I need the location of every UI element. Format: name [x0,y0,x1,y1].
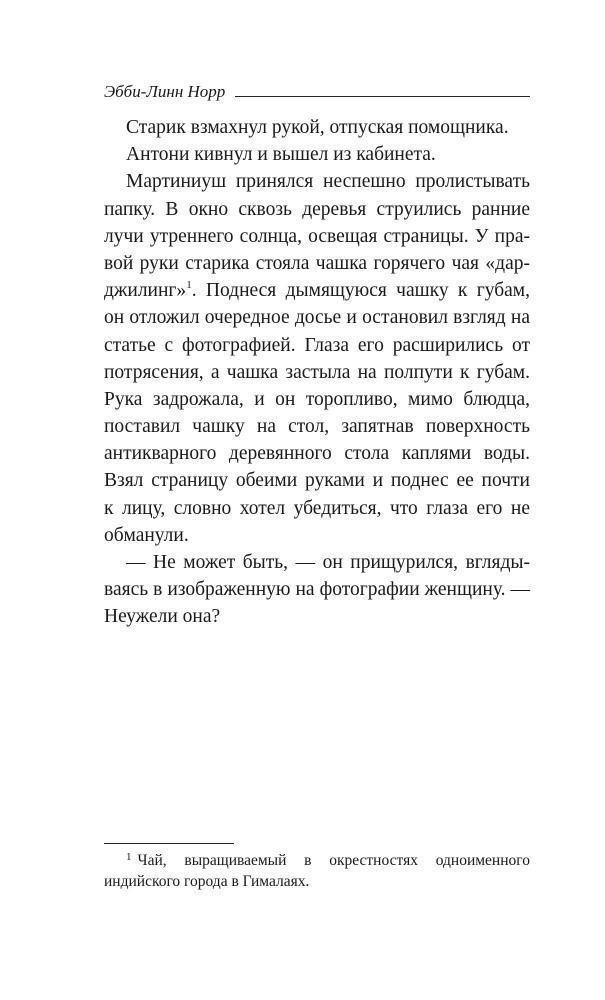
footnote-number: 1 [126,851,132,863]
paragraph-line: потрясения, а чашка застыла на полпути к губам. [104,361,530,383]
footnote-reference: 1 [186,279,192,292]
paragraph-line: статье с фотографией. Глаза его расширились от [104,334,530,356]
paragraph-line [104,277,530,304]
paragraph-line: Старик взмахнул рукой, отпуская помощника. [126,117,509,138]
paragraph-line: Рука задрожала, и он торопливо, мимо блюдца, [104,388,530,410]
paragraph-line: поставил чашку на стол, запятнав поверхность [104,416,530,438]
paragraph-line: антикварного деревянного стола каплями воды. [104,443,530,465]
paragraph-line: он отложил очередное досье и остановил взгляд на [104,307,530,329]
running-head-rule [235,96,530,97]
running-head-author: Эбби-Линн Норр [104,82,226,101]
paragraph-line: ваясь в изображенную на фотографии женщину. — [104,579,530,601]
paragraph-line: вой руки старика стояла чашка горячего чая «дар- [104,252,530,274]
paragraph-line: Взял страницу обеими руками и поднес ее почти [104,470,530,492]
paragraph-line: Неужели она? [104,606,221,628]
footnote-line: индийского города в Гималаях. [104,873,310,890]
footnote [104,850,530,892]
running-head [104,78,530,102]
paragraph-line: Антони кивнул и вышел из кабинета. [126,144,436,166]
paragraph-line-part: джилинг» [104,280,187,302]
paragraph-line: папку. В окно сквозь деревья струились ранние [104,198,530,220]
paragraph-line: лучи утреннего солнца, освещая страницы. У пра- [104,225,530,247]
paragraph-line: обманули. [104,524,189,546]
paragraph-line: к лицу, словно хотел убедиться, что глаза его не [104,497,530,519]
paragraph-line: Мартиниуш принялся неспешно пролистывать [126,171,530,193]
footnote-separator [104,843,234,844]
footnote-text: Чай, выращиваемый в окрестностях одноименного [137,852,530,869]
body-text [104,114,530,631]
paragraph-line: — Не может быть, — он прищурился, вгляды- [126,552,530,573]
paragraph-line-part: . Поднеся дымящуюся чашку к губам, [191,280,530,302]
footnote-line [104,850,530,871]
